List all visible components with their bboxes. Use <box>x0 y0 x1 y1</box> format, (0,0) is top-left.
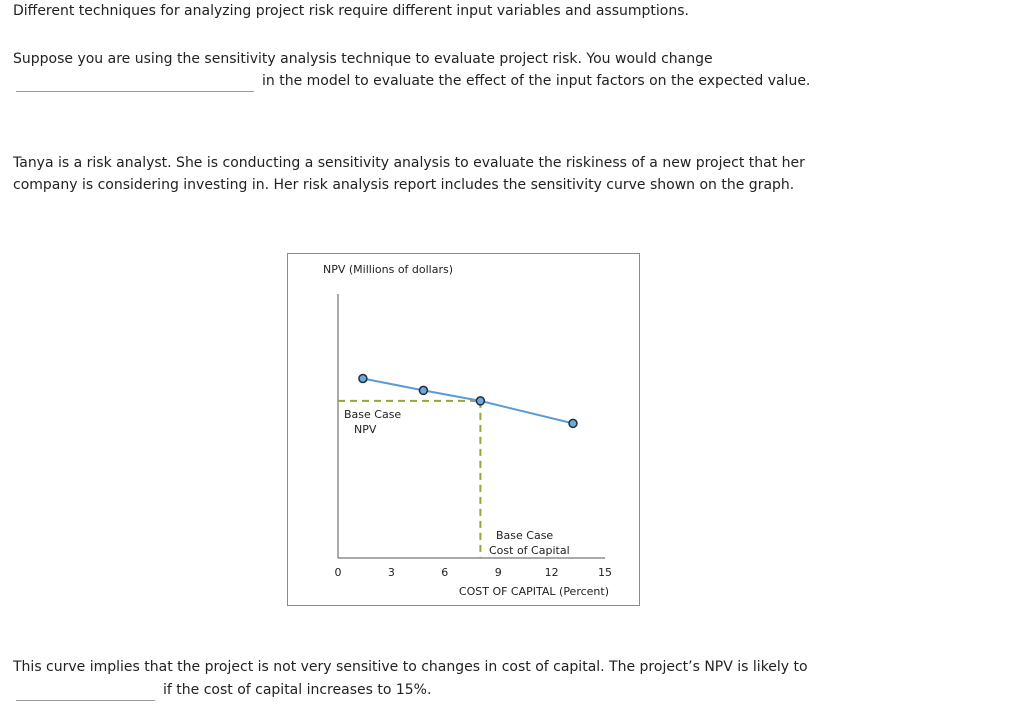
scenario-line2: company is considering investing in. Her risk analysis report includes the sensitivity curve shown on the graph. <box>13 177 795 193</box>
data-point-1[interactable] <box>419 386 427 394</box>
x-tick-labels <box>335 566 613 579</box>
base-case-npv-label-line1: Base Case <box>344 408 402 421</box>
x-tick-label-2: 6 <box>441 566 449 579</box>
x-tick-label-5: 15 <box>598 566 612 579</box>
base-case-coc-label-line2: Cost of Capital <box>489 544 570 557</box>
x-tick-label-3: 9 <box>494 566 502 579</box>
question1-line1: Suppose you are using the sensitivity analysis technique to evaluate project risk. You would change <box>13 51 713 67</box>
scenario-line1: Tanya is a risk analyst. She is conducting a sensitivity analysis to evaluate the riskiness of a new project that her <box>13 155 805 171</box>
x-tick-label-0: 0 <box>334 566 342 579</box>
base-case-coc-label-line1: Base Case <box>496 529 554 542</box>
x-axis-label: COST OF CAPITAL (Percent) <box>458 585 609 598</box>
base-case-npv-label-line2: NPV <box>354 423 377 436</box>
x-tick-label-4: 12 <box>544 566 559 579</box>
question1-line2: in the model to evaluate the effect of the input factors on the expected value. <box>262 73 811 89</box>
sensitivity-chart-svg <box>288 254 639 605</box>
intro-text: Different techniques for analyzing project risk require different input variables and assumptions. <box>13 3 689 19</box>
data-point-2[interactable] <box>476 397 484 405</box>
x-tick-label-1: 3 <box>387 566 395 579</box>
data-point-0[interactable] <box>359 375 367 383</box>
question2-line1: This curve implies that the project is not very sensitive to changes in cost of capital. The project’s NPV is likely to <box>13 659 808 675</box>
y-axis-label: NPV (Millions of dollars) <box>323 263 454 276</box>
question1-answer-dropdown[interactable] <box>16 70 254 92</box>
question2-answer-dropdown[interactable] <box>16 679 155 701</box>
question2-line2: if the cost of capital increases to 15%. <box>163 682 432 698</box>
data-point-3[interactable] <box>569 419 577 427</box>
sensitivity-chart <box>287 253 640 606</box>
